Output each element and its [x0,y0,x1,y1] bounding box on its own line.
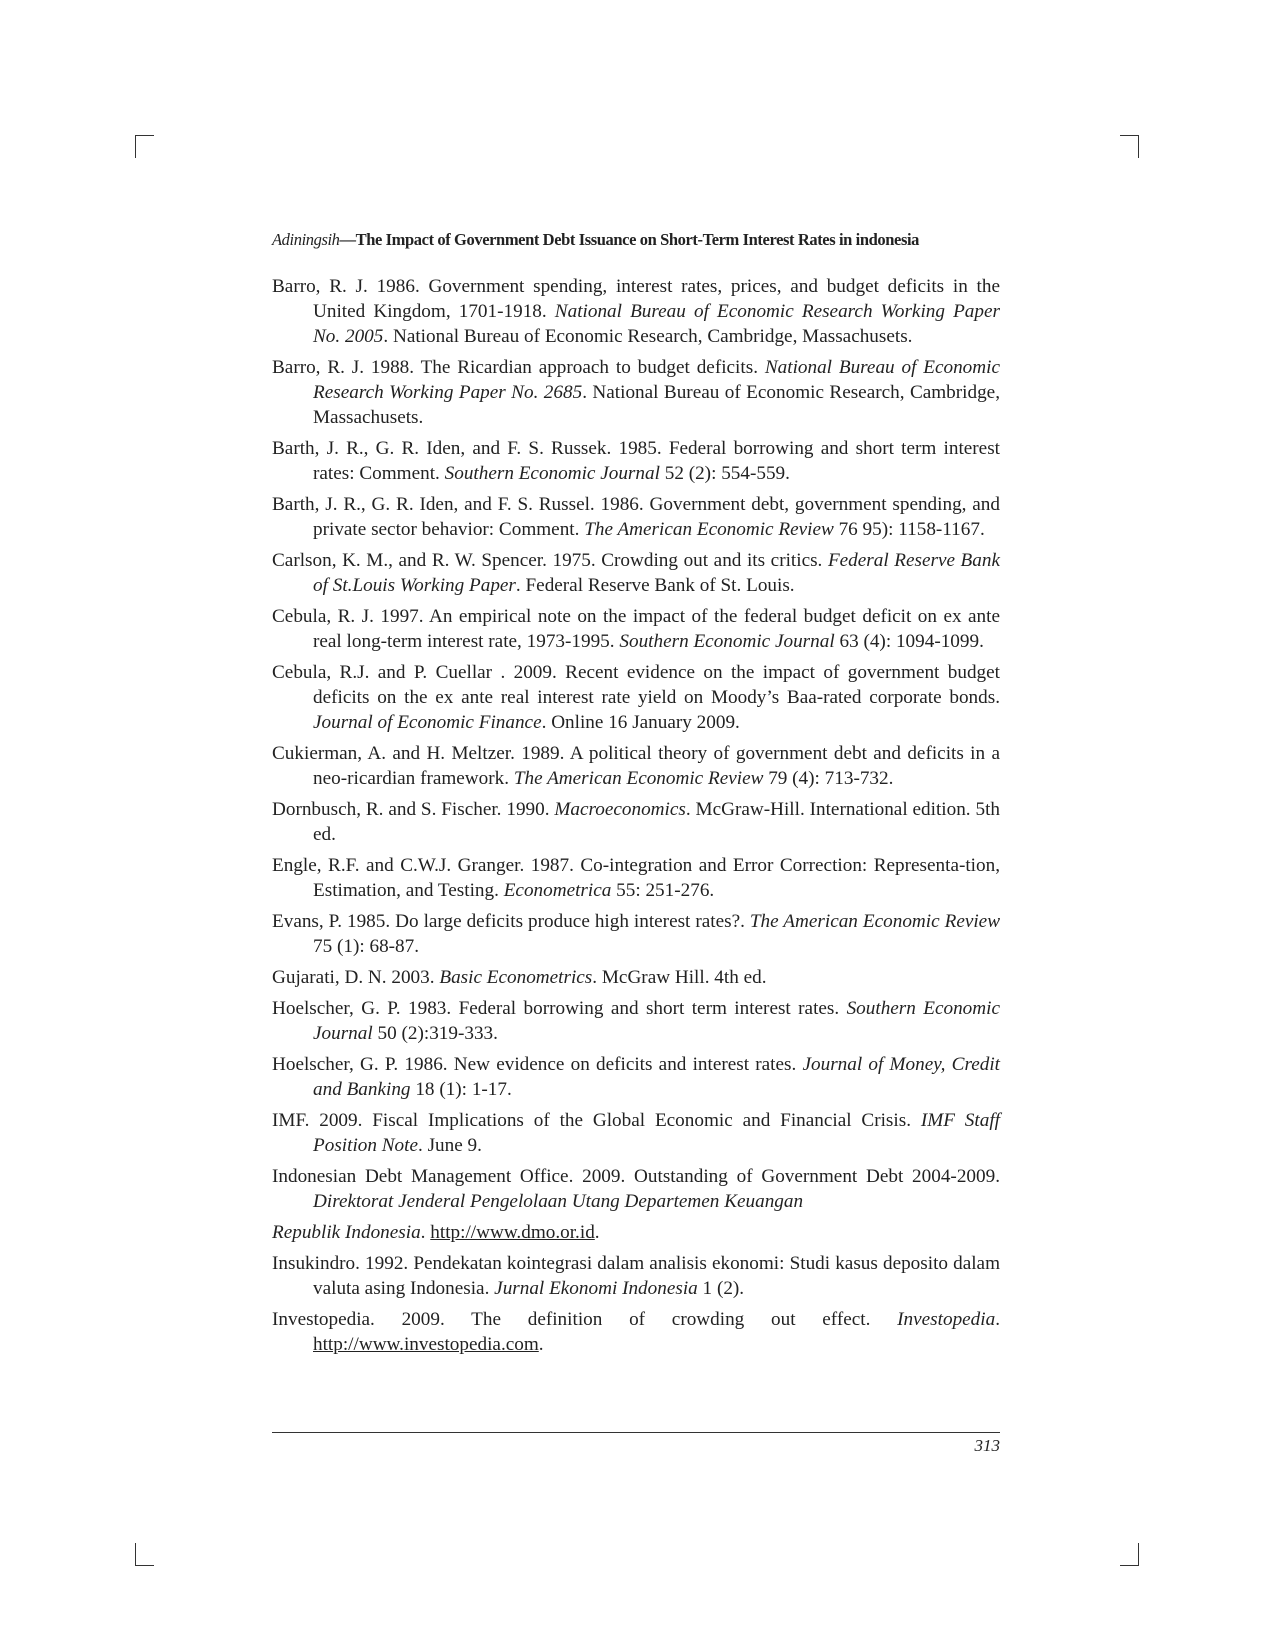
reference-entry [272,274,1000,349]
reference-journal: Southern Economic Journal [619,631,835,652]
reference-list [272,274,1000,1363]
reference-entry [272,853,1000,903]
reference-details: . McGraw Hill. 4th ed. [592,967,767,988]
reference-details: . [995,1309,1000,1330]
footer-rule [272,1432,1000,1433]
reference-text: Cukierman, A. and H. Meltzer. 1989. A political theory of government debt and deficits in a neo-ricardian framework. [272,743,1000,789]
reference-link[interactable]: http://www.investopedia.com [313,1334,539,1355]
reference-journal: Macroeconomics [554,799,686,820]
reference-text: Carlson, K. M., and R. W. Spencer. 1975. Crowding out and its critics. [272,550,828,571]
reference-text: Engle, R.F. and C.W.J. Granger. 1987. Co-integration and Error Correction: Representa-tion, Estimation, and Testing. [272,855,1000,901]
reference-text: Hoelscher, G. P. 1983. Federal borrowing and short term interest rates. [272,998,847,1019]
reference-text: Cebula, R.J. and P. Cuellar . 2009. Recent evidence on the impact of government budget deficits on the ex ante real interest rate yield on Moody’s Baa-rated corporate bonds. [272,662,1000,708]
reference-details: . Online 16 January 2009. [541,712,740,733]
reference-continuation [272,1220,1000,1245]
reference-details: . Federal Reserve Bank of St. Louis. [515,575,795,596]
reference-text: Barth, J. R., G. R. Iden, and F. S. Russek. 1985. Federal borrowing and short term interest rates: Comment. [272,438,1000,484]
reference-entry [272,996,1000,1046]
reference-text: IMF. 2009. Fiscal Implications of the Global Economic and Financial Crisis. [272,1110,921,1131]
reference-entry [272,909,1000,959]
reference-entry [272,797,1000,847]
reference-text: Dornbusch, R. and S. Fischer. 1990. [272,799,555,820]
reference-journal: The American Economic Review [513,768,764,789]
reference-journal: Federal Reserve Bank of St.Louis Working Paper [313,550,1000,596]
page-number: 313 [974,1436,1000,1455]
reference-details: 75 (1): 68-87. [313,936,420,957]
header-dash: — [339,230,356,249]
reference-link[interactable]: http://www.dmo.or.id [430,1222,595,1243]
crop-mark-top-left [135,135,154,158]
reference-details: 1 (2). [697,1278,745,1299]
reference-details: . National Bureau of Economic Research, Cambridge, Massachusets. [313,382,1000,428]
crop-mark-bottom-left [135,1543,154,1566]
reference-entry [272,1164,1000,1214]
reference-journal: Southern Economic Journal [444,463,660,484]
reference-text: Cebula, R. J. 1997. An empirical note on the impact of the federal budget deficit on ex ante real long-term interest rate, 1973-1995. [272,606,1000,652]
reference-journal: Journal of Money, Credit and Banking [313,1054,1000,1100]
reference-entry [272,660,1000,735]
reference-journal: The American Economic Review [584,519,834,540]
reference-details: . McGraw-Hill. International edition. 5th ed. [313,799,1000,845]
reference-text: Evans, P. 1985. Do large deficits produce high interest rates?. [272,911,750,932]
reference-journal: Jurnal Ekonomi Indonesia [494,1278,698,1299]
reference-journal: Southern Economic Journal [313,998,1000,1044]
crop-mark-bottom-right [1120,1543,1139,1566]
reference-entry [272,741,1000,791]
reference-text: Insukindro. 1992. Pendekatan kointegrasi dalam analisis ekonomi: Studi kasus deposito dalam valuta asing Indonesia. [272,1253,1000,1299]
reference-entry [272,436,1000,486]
reference-entry [272,1251,1000,1301]
reference-details: 63 (4): 1094-1099. [834,631,984,652]
reference-journal: Journal of Economic Finance [313,712,542,733]
reference-text: . [420,1222,431,1243]
reference-end: . [538,1334,544,1355]
reference-journal: The American Economic Review [749,911,1000,932]
reference-journal: Republik Indonesia [272,1222,421,1243]
reference-text: Barro, R. J. 1988. The Ricardian approach to budget deficits. [272,357,765,378]
reference-entry [272,548,1000,598]
reference-entry [272,1307,1000,1357]
reference-journal: Direktorat Jenderal Pengelolaan Utang Departemen Keuangan [313,1191,804,1212]
reference-entry [272,604,1000,654]
reference-text: Hoelscher, G. P. 1986. New evidence on deficits and interest rates. [272,1054,803,1075]
reference-entry [272,1052,1000,1102]
reference-text: Indonesian Debt Management Office. 2009. Outstanding of Government Debt 2004-2009. [272,1166,1000,1187]
header-author: Adiningsih [272,230,340,249]
reference-journal: Investopedia [897,1309,996,1330]
header-title: The Impact of Government Debt Issuance on Short-Term Interest Rates in indonesia [355,230,919,249]
reference-entry [272,1108,1000,1158]
reference-end: . [594,1222,600,1243]
reference-entry [272,965,1000,990]
reference-details: 52 (2): 554-559. [659,463,790,484]
reference-details: 76 95): 1158-1167. [833,519,985,540]
reference-details: 18 (1): 1-17. [410,1079,512,1100]
reference-details: 79 (4): 713-732. [763,768,894,789]
reference-entry [272,492,1000,542]
reference-journal: Basic Econometrics [439,967,593,988]
reference-text: Barro, R. J. 1986. Government spending, interest rates, prices, and budget deficits in the United Kingdom, 1701-1918. [272,276,1000,322]
reference-journal: National Bureau of Economic Research Working Paper No. 2005 [313,301,1000,347]
reference-details: . National Bureau of Economic Research, Cambridge, Massachusets. [383,326,913,347]
reference-details: . June 9. [418,1135,482,1156]
reference-text: Barth, J. R., G. R. Iden, and F. S. Russel. 1986. Government debt, government spending, and private sector behavior: Comment. [272,494,1000,540]
reference-text: Gujarati, D. N. 2003. [272,967,440,988]
reference-entry [272,355,1000,430]
crop-mark-top-right [1120,135,1139,158]
reference-details: 50 (2):319-333. [372,1023,498,1044]
reference-journal: Econometrica [503,880,612,901]
running-header [272,230,1002,250]
reference-journal: National Bureau of Economic Research Working Paper No. 2685 [313,357,1000,403]
reference-details: 55: 251-276. [611,880,715,901]
reference-text: Investopedia. 2009. The definition of crowding out effect. [272,1309,898,1330]
reference-journal: IMF Staff Position Note [313,1110,1000,1156]
